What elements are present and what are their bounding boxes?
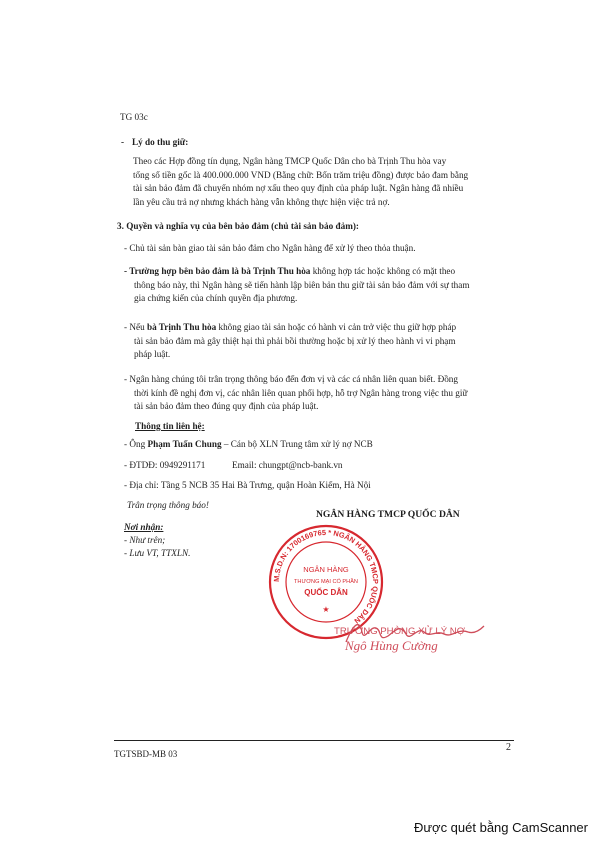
bullet-3-pre: - Nếu — [124, 322, 147, 332]
bullet-2-rest: không hợp tác hoặc không có mặt theo — [310, 266, 456, 276]
section-3-bullet-3 — [124, 321, 456, 362]
reason-line: lần yêu cầu trả nợ nhưng khách hàng vẫn không thực hiện việc trả nợ. — [133, 196, 390, 207]
section-3-title: 3. Quyền và nghĩa vụ của bên bảo đảm (chủ tài sản bảo đảm): — [117, 221, 359, 231]
camscanner-watermark: Được quét bằng CamScanner — [413, 820, 588, 835]
footer-divider — [114, 740, 514, 741]
contact-email: Email: chungpt@ncb-bank.vn — [232, 460, 343, 470]
bullet-4-line: - Ngân hàng chúng tôi trân trọng thông báo đến đơn vị và các cá nhân liên quan biết. Đồng — [124, 374, 458, 384]
contact-title: Thông tin liên hệ: — [135, 421, 205, 431]
seal-line-1: NGÂN HÀNG — [303, 565, 349, 574]
bullet-2-line: thông báo này, thì Ngân hàng sẽ tiến hành lập biên bản thu giữ tài sản bảo đảm với sự tham — [134, 279, 470, 290]
bullet-3-line: tài sản bảo đảm mà gây thiệt hại thì phải bồi thường hoặc bị xử lý theo hành vi vi phạm — [134, 335, 456, 346]
bullet-3-line: pháp luật. — [134, 349, 171, 360]
bullet-3-bold: bà Trịnh Thu hòa — [146, 322, 217, 332]
signer-name: Ngô Hùng Cường — [345, 638, 438, 653]
contact-person-prefix: - Ông — [124, 439, 148, 449]
reason-line: Theo các Hợp đồng tín dụng, Ngân hàng TMCP Quốc Dân cho bà Trịnh Thu hòa vay — [133, 156, 447, 166]
signer-bank-name: NGÂN HÀNG TMCP QUỐC DÂN — [316, 509, 460, 520]
recipient-item: - Như trên; — [124, 535, 166, 545]
reason-line: tài sản bảo đảm đã chuyển nhóm nợ xấu theo quy định của pháp luật. Ngân hàng đã nhiều — [133, 183, 464, 194]
section-3-bullet-2 — [124, 265, 469, 306]
contact-person — [124, 438, 373, 451]
seal-line-3: QUỐC DÂN — [304, 588, 348, 597]
page-number: 2 — [506, 742, 511, 753]
reason-line: tổng số tiền gốc là 400.000.000 VND (Bằng chữ: Bốn trăm triệu đồng) được bảo đam bằng — [133, 169, 469, 180]
footer-code: TGTSBD-MB 03 — [114, 749, 178, 759]
bullet-2-line: gia chứng kiến của chính quyền địa phương. — [134, 293, 298, 304]
bullet-2-bold: - Trường hợp bên bảo đảm là bà Trịnh Thu hòa — [124, 266, 311, 276]
bullet-4-line: thời kính đề nghị đơn vị, các nhân liên quan phối hợp, hỗ trợ Ngân hàng trong việc thu giữ — [134, 387, 468, 398]
signer-role: TRƯỞNG PHÒNG XỬ LÝ NỢ — [334, 626, 465, 637]
contact-phone: - ĐTDĐ: 0949291171 — [124, 460, 206, 470]
reason-bullet: - — [121, 137, 125, 147]
bullet-4-line: tài sản bảo đảm theo đúng quy định của pháp luật. — [134, 401, 319, 412]
contact-person-role: – Cán bộ XLN Trung tâm xử lý nợ NCB — [221, 439, 373, 449]
bullet-3-rest: không giao tài sản hoặc có hành vi cản trở việc thu giữ hợp pháp — [216, 322, 457, 332]
contact-address: - Địa chỉ: Tầng 5 NCB 35 Hai Bà Trưng, quận Hoàn Kiếm, Hà Nội — [124, 480, 371, 490]
contact-person-name: Phạm Tuấn Chung — [147, 439, 222, 449]
closing-text: Trân trọng thông báo! — [127, 500, 209, 510]
recipient-item: - Lưu VT, TTXLN. — [124, 548, 191, 558]
recipients-title: Nơi nhận: — [124, 522, 164, 532]
seal-ring-text: M.S.D.N: 1700169765 * NGÂN HÀNG TMCP QUỐC DÂN — [271, 527, 381, 626]
reason-paragraph — [133, 155, 468, 209]
section-3-bullet-4 — [124, 373, 467, 414]
form-code: TG 03c — [120, 112, 148, 122]
seal-line-2: THƯƠNG MẠI CỔ PHẦN — [294, 579, 358, 585]
seal-star: ★ — [322, 605, 330, 614]
reason-title: Lý do thu giữ: — [132, 137, 189, 147]
section-3-bullet-1: - Chủ tài sản bàn giao tài sản bảo đảm cho Ngân hàng để xử lý theo thỏa thuận. — [124, 243, 416, 253]
